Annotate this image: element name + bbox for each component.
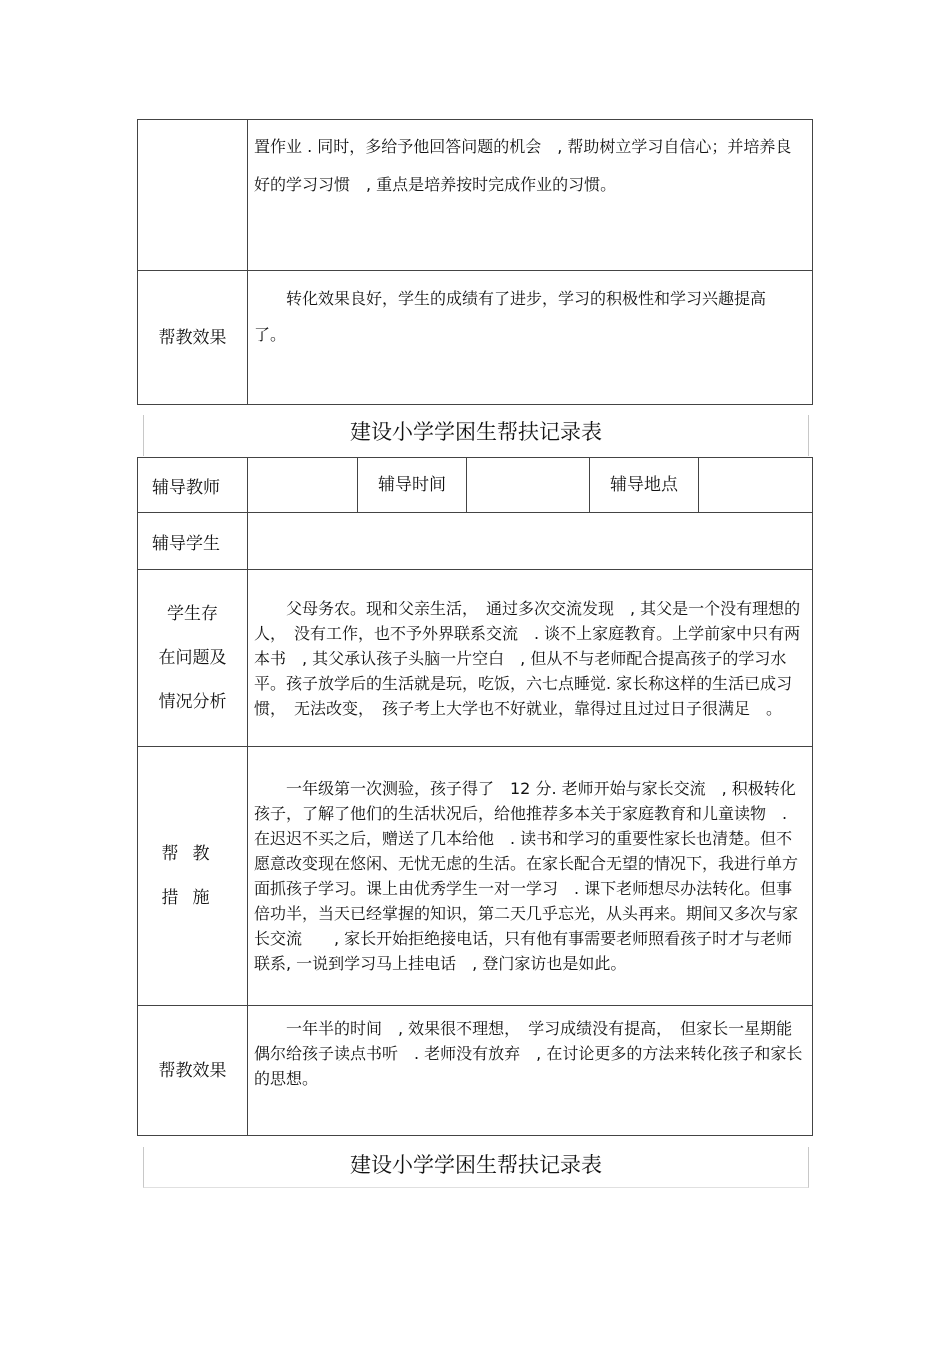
place-label: 辅导地点	[590, 458, 699, 513]
analysis-label	[138, 570, 248, 747]
measures-label-line-2: 措施	[161, 888, 224, 908]
analysis-label-line-1: 学生存	[167, 604, 218, 624]
record-title: 建设小学学困生帮扶记录表	[350, 420, 602, 444]
time-label: 辅导时间	[358, 458, 467, 513]
analysis-label-line-2: 在问题及	[158, 648, 227, 668]
place-value-field[interactable]	[699, 458, 813, 513]
prev-measures-text: 置作业 . 同时，多给予他回答问题的机会 , 帮助树立学习自信心；并培养良好的学习习惯 , 重点是培养按时完成作业的习惯。	[254, 137, 792, 194]
effect-label: 帮教效果	[138, 1006, 248, 1136]
measures-label-line-1: 帮教	[161, 844, 224, 864]
student-value-field[interactable]	[248, 513, 813, 570]
student-label: 辅导学生	[138, 513, 248, 570]
teacher-value-field[interactable]	[248, 458, 358, 513]
effect-text: 一年半的时间 , 效果很不理想， 学习成绩没有提高， 但家长一星期能偶尔给孩子读点书听 . 老师没有放弃 , 在讨论更多的方法来转化孩子和家长的思想。	[254, 1019, 803, 1088]
time-value-field[interactable]	[467, 458, 590, 513]
prev-measures-label-cell	[138, 120, 248, 271]
analysis-label-line-3: 情况分析	[158, 692, 227, 712]
prev-effect-text: 转化效果良好，学生的成绩有了进步，学习的积极性和学习兴趣提高了。	[254, 289, 767, 344]
measures-text: 一年级第一次测验，孩子得了 12 分. 老师开始与家长交流 , 积极转化孩子，了解了他们的生活状况后，给他推荐多本关于家庭教育和儿童读物 . 在迟迟不买之后，赠送了几本给他 . 读书和学习的重要性家长也清楚。但不愿意改变现在悠闲、无忧无虑的生活。在家长配合无望的情况下，我进行单方面抓孩子学习。课上由优秀学生一对一学习 . 课下老师想尽办法转化。但事倍功半，当天已经掌握的知识，第二天几乎忘光，从头再来。期间又多次与家长交流 , 家长开始拒绝接电话，只有他有事需要老师照看孩子时才与老师联系, 一说到学习马上挂电话 , 登门家访也是如此。	[254, 779, 799, 973]
prev-effect-label: 帮教效果	[138, 271, 248, 405]
next-record-title: 建设小学学困生帮扶记录表	[350, 1153, 602, 1177]
measures-label	[138, 747, 248, 1006]
record-table	[137, 457, 813, 1136]
teacher-label: 辅导教师	[138, 458, 248, 513]
analysis-text: 父母务农。现和父亲生活， 通过多次交流发现 , 其父是一个没有理想的人， 没有工作，也不予外界联系交流 . 谈不上家庭教育。上学前家中只有两本书 , 其父承认孩子头脑一片空白 , 但从不与老师配合提高孩子的学习水平。孩子放学后的生活就是玩，吃饭，六七点睡觉. 家长称这样的生活已成习惯， 无法改变， 孩子考上大学也不好就业，靠得过且过过日子很满足 。	[254, 598, 801, 718]
prev-record-table	[137, 119, 813, 405]
